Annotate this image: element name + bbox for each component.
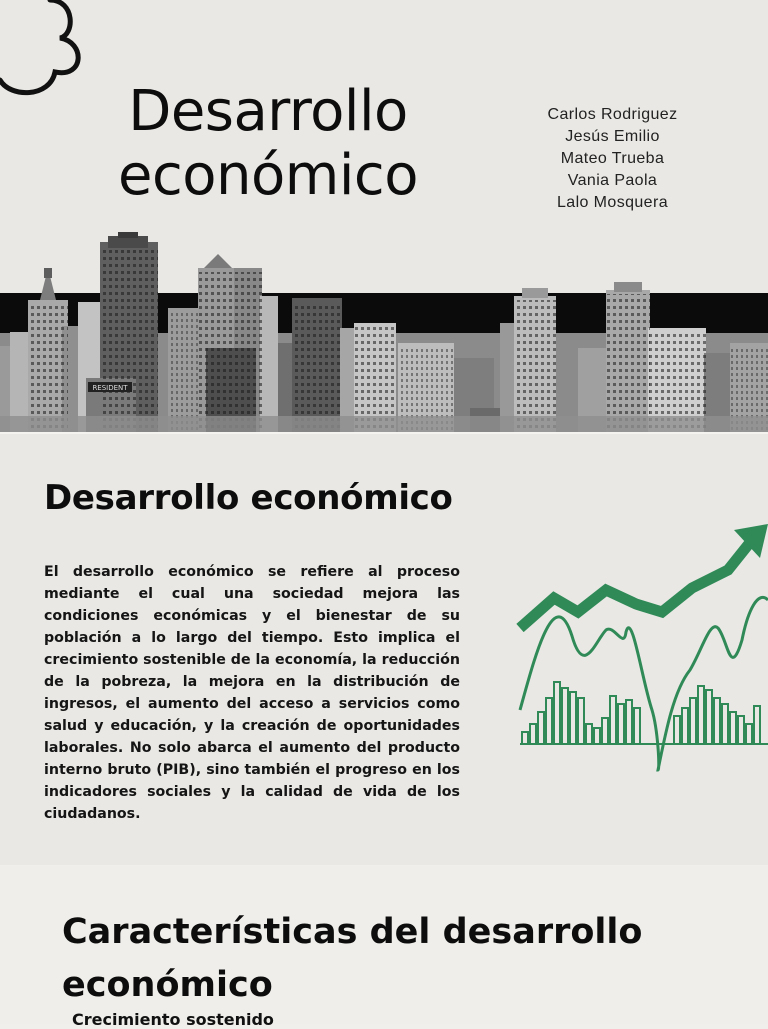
section-title: Desarrollo económico bbox=[44, 478, 453, 518]
cloud-doodle-icon bbox=[0, 0, 90, 105]
characteristics-first-item: Crecimiento sostenido bbox=[72, 1010, 274, 1029]
author-name: Mateo Trueba bbox=[560, 150, 665, 167]
author-name: Jesús Emilio bbox=[565, 128, 660, 145]
growth-chart-illustration bbox=[514, 520, 768, 778]
author-name: Carlos Rodriguez bbox=[547, 106, 678, 123]
cover-title: Desarrollo económico bbox=[118, 79, 418, 208]
city-skyline-image bbox=[0, 228, 768, 432]
author-list bbox=[520, 104, 705, 214]
section-body-text: El desarrollo económico se refiere al proceso mediante el cual una sociedad mejora las condiciones económicas y el bienestar de su población a lo largo del tiempo. Esto implica el crecimiento sostenible de la economía, la reducción de la pobreza, la mejora en la distribución de ingresos, el aumento del acceso a servicios como salud y educación, y la creación de oportunidades laborales. No solo abarca el aumento del producto interno bruto (PIB), sino también el progreso en los indicadores sociales y la calidad de vida de los ciudadanos. bbox=[44, 564, 460, 822]
author-name: Vania Paola bbox=[567, 172, 658, 189]
cover-slide bbox=[0, 0, 768, 432]
skyline-sign-text: RESIDENT bbox=[92, 384, 128, 392]
characteristics-title: Características del desarrollo económico bbox=[62, 912, 643, 1005]
author-name: Lalo Mosquera bbox=[556, 194, 669, 211]
